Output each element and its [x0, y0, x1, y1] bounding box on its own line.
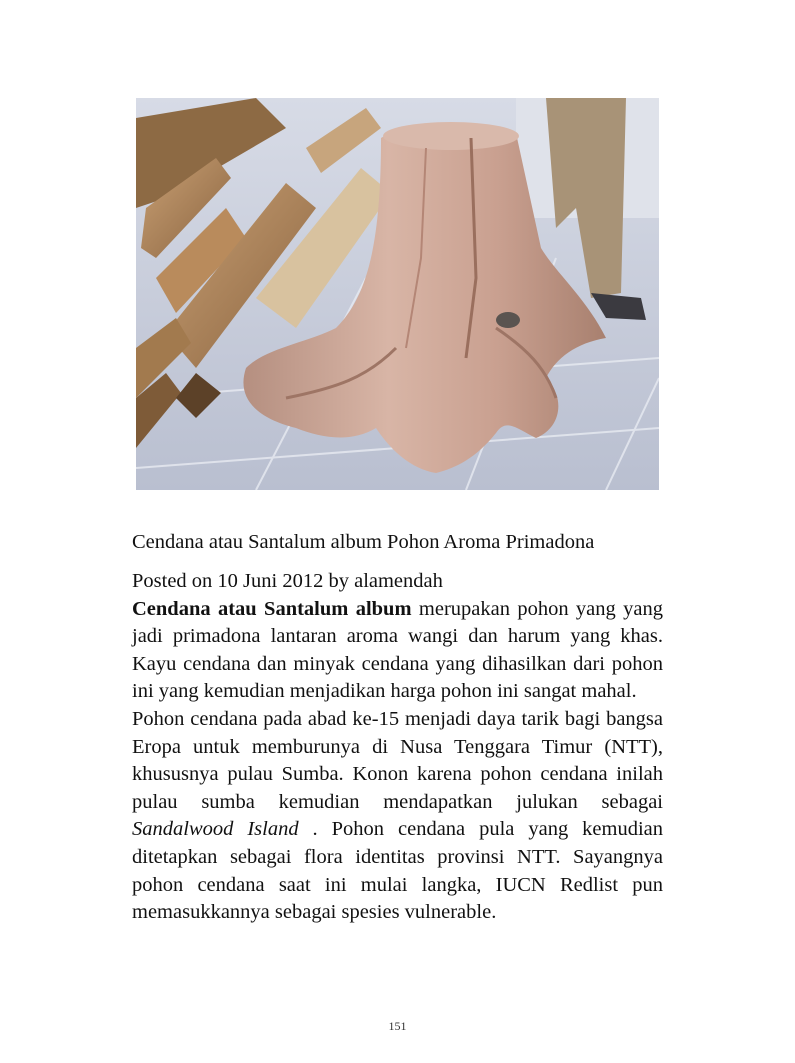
paragraph-2	[132, 706, 663, 927]
sandalwood-photo	[136, 98, 659, 490]
article-body	[132, 568, 663, 927]
photo-caption: Cendana atau Santalum album Pohon Aroma Primadona	[132, 531, 595, 553]
paragraph-2-end: . Pohon cendana pula yang kemudian ditetapkan sebagai flora identitas provinsi NTT. Sayangnya pohon cendana saat ini mulai langka, IUCN Redlist pun memasukkannya sebagai spesies vulnerable.	[132, 818, 664, 924]
paragraph-1	[132, 596, 663, 706]
paragraph-2-start: Pohon cendana pada abad ke-15 menjadi daya tarik bagi bangsa Eropa untuk memburunya di Nusa Tenggara Timur (NTT), khususnya pulau Sumba. Konon karena pohon cendana inilah pulau sumba kemudian mendapatkan julukan sebagai	[132, 707, 663, 813]
page-number: 151	[388, 1019, 407, 1033]
posted-line: Posted on 10 Juni 2012 by alamendah	[132, 570, 443, 592]
sandalwood-island-italic: Sandalwood Island	[132, 818, 299, 841]
paragraph-1-text: merupakan pohon yang yang jadi primadona lantaran aroma wangi dan harum yang khas. Kayu cendana dan minyak cendana yang dihasilkan dari pohon ini yang kemudian menjadikan harga pohon ini sangat mahal.	[132, 597, 663, 703]
sandalwood-stump-image	[136, 98, 659, 490]
species-name-bold: Cendana atau Santalum album	[132, 597, 412, 620]
